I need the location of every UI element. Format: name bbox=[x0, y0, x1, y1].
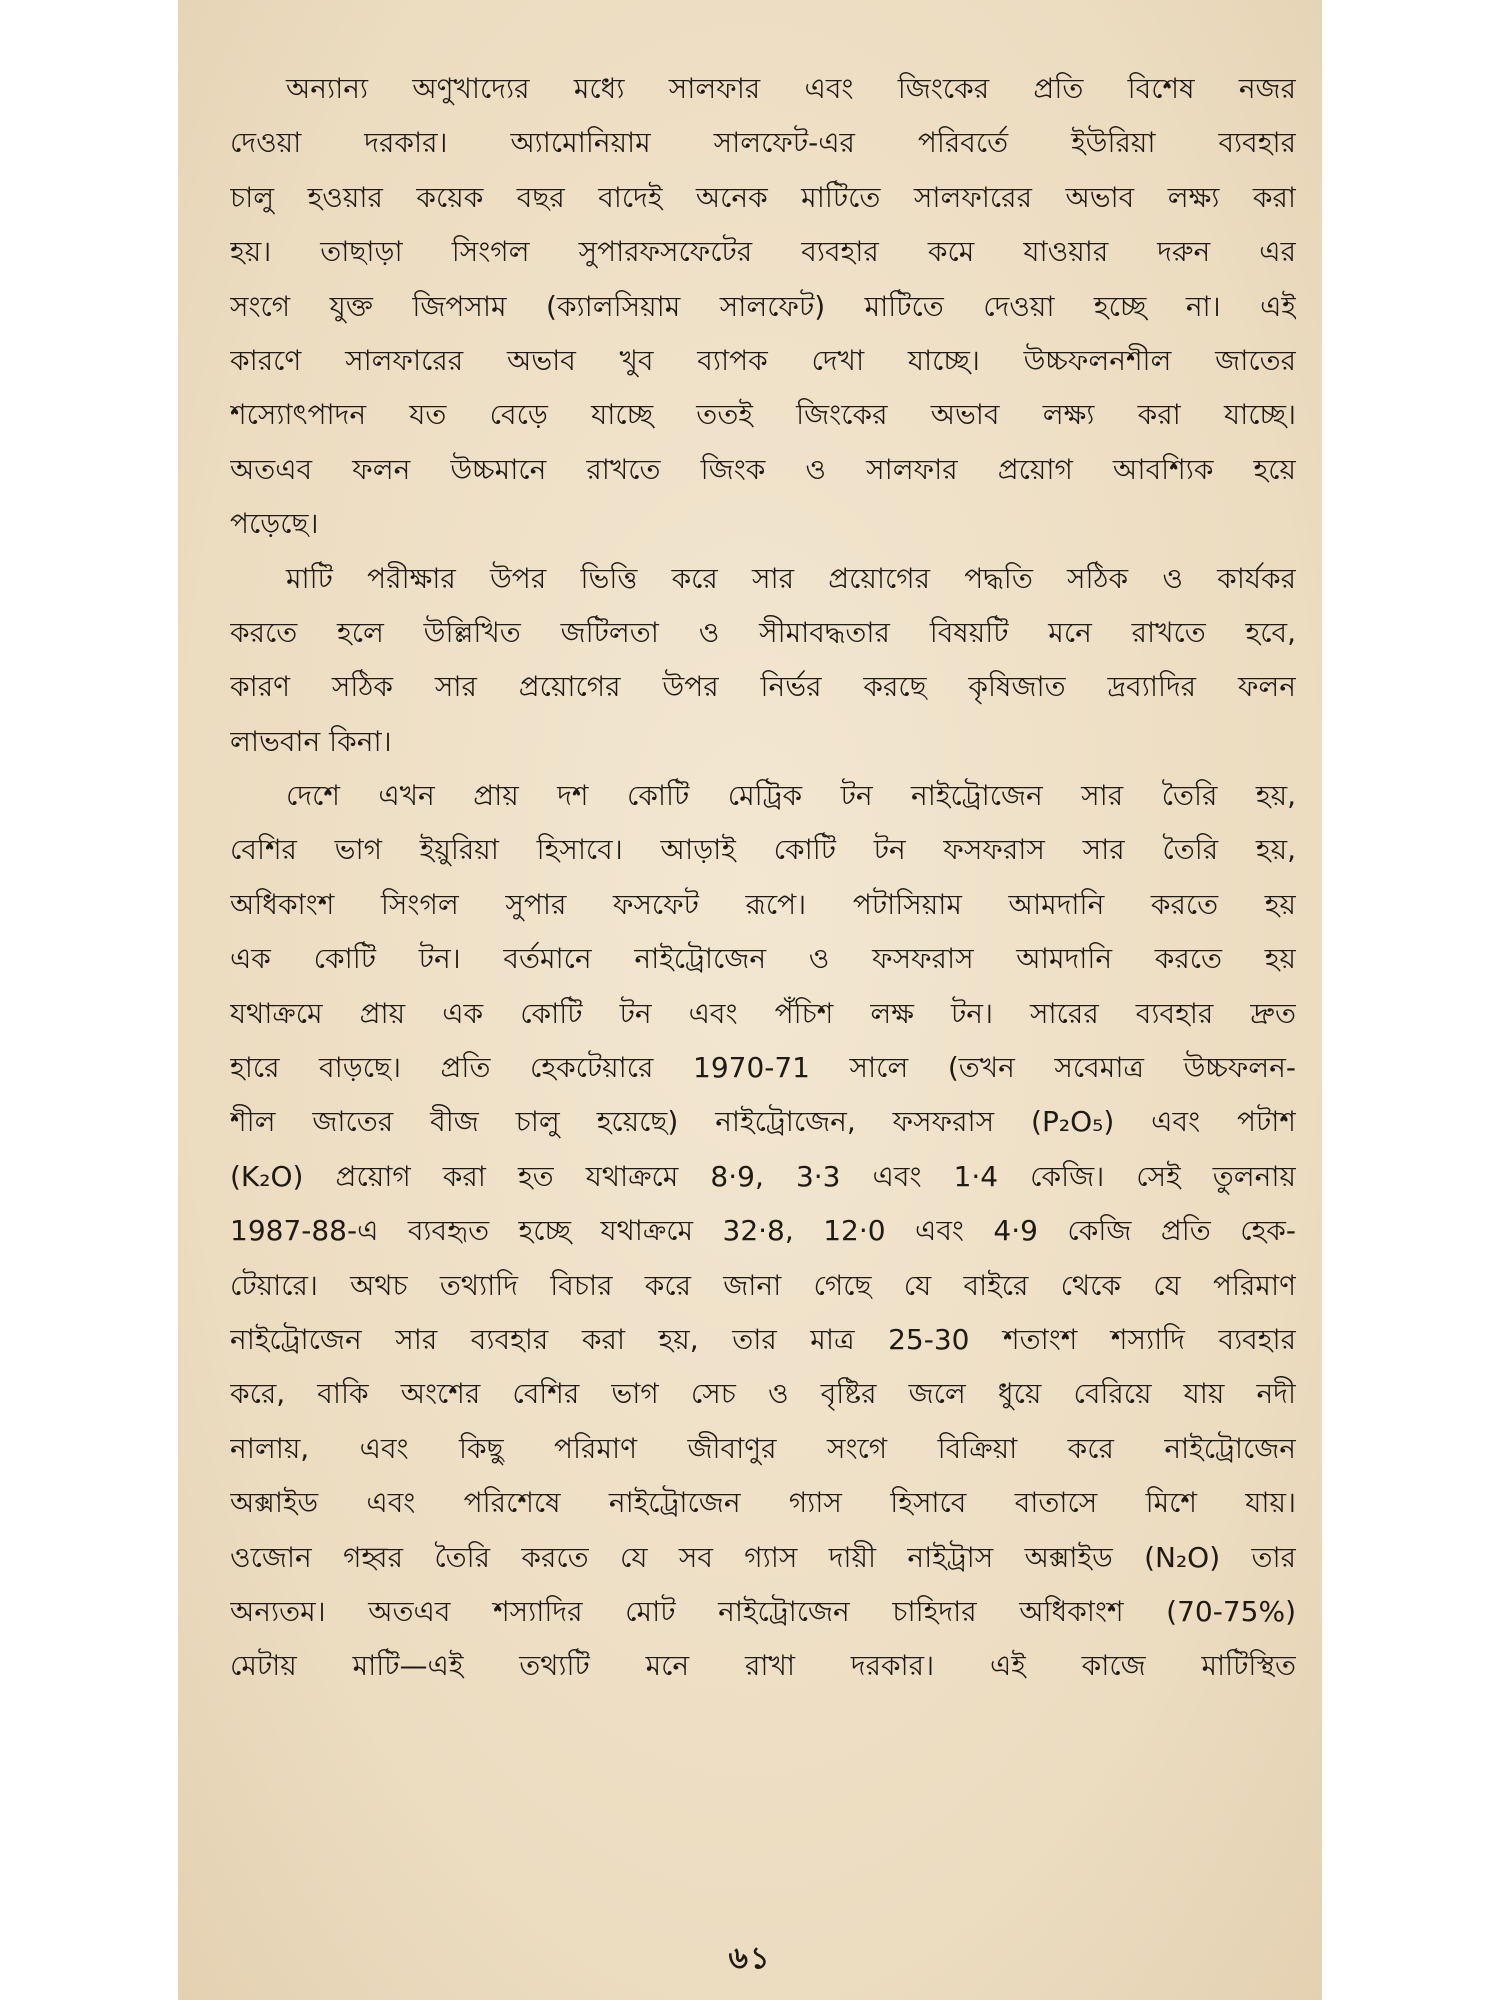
text-line: দেওয়া দরকার। অ্যামোনিয়াম সালফেট-এর পরিবর্তে ইউরিয়া ব্যবহার bbox=[230, 126, 1296, 160]
text-line: শস্যোৎপাদন যত বেড়ে যাচ্ছে ততই জিংকের অভাব লক্ষ্য করা যাচ্ছে। bbox=[230, 398, 1296, 432]
text-line: 1987-88-এ ব্যবহৃত হচ্ছে যথাক্রমে 32·8, 12·0 এবং 4·9 কেজি প্রতি হেক- bbox=[230, 1214, 1296, 1248]
text-line: টেয়ারে। অথচ তথ্যাদি বিচার করে জানা গেছে যে বাইরে থেকে যে পরিমাণ bbox=[230, 1268, 1296, 1302]
text-line: করে, বাকি অংশের বেশির ভাগ সেচ ও বৃষ্টির জলে ধুয়ে বেরিয়ে যায় নদী bbox=[230, 1377, 1296, 1411]
text-line: কারণে সালফারের অভাব খুব ব্যাপক দেখা যাচ্ছে। উচ্চফলনশীল জাতের bbox=[230, 343, 1296, 377]
text-line: এক কোটি টন। বর্তমানে নাইট্রোজেন ও ফসফরাস আমদানি করতে হয় bbox=[230, 942, 1296, 976]
text-line: হয়। তাছাড়া সিংগল সুপারফসফেটের ব্যবহার কমে যাওয়ার দরুন এর bbox=[230, 235, 1296, 269]
text-line: অতএব ফলন উচ্চমানে রাখতে জিংক ও সালফার প্রয়োগ আবশ্যিক হয়ে bbox=[230, 452, 1296, 486]
body-text bbox=[230, 62, 1296, 1694]
text-line: দেশে এখন প্রায় দশ কোটি মেট্রিক টন নাইট্রোজেন সার তৈরি হয়, bbox=[286, 779, 1296, 813]
text-line: কারণ সঠিক সার প্রয়োগের উপর নির্ভর করছে কৃষিজাত দ্রব্যাদির ফলন bbox=[230, 670, 1296, 704]
text-line: হারে বাড়ছে। প্রতি হেকটেয়ারে 1970-71 সালে (তখন সবেমাত্র উচ্চফলন- bbox=[230, 1051, 1296, 1085]
text-line: অন্যতম। অতএব শস্যাদির মোট নাইট্রোজেন চাহিদার অধিকাংশ (70-75%) bbox=[230, 1594, 1296, 1628]
text-line: শীল জাতের বীজ চালু হয়েছে) নাইট্রোজেন, ফসফরাস (P₂O₅) এবং পটাশ bbox=[230, 1105, 1296, 1139]
text-line: অক্সাইড এবং পরিশেষে নাইট্রোজেন গ্যাস হিসাবে বাতাসে মিশে যায়। bbox=[230, 1486, 1296, 1520]
text-line: যথাক্রমে প্রায় এক কোটি টন এবং পঁচিশ লক্ষ টন। সারের ব্যবহার দ্রুত bbox=[230, 996, 1296, 1030]
text-line: বেশির ভাগ ইয়ুরিয়া হিসাবে। আড়াই কোটি টন ফসফরাস সার তৈরি হয়, bbox=[230, 833, 1296, 867]
paragraph bbox=[230, 552, 1296, 770]
text-line: করতে হলে উল্লিখিত জটিলতা ও সীমাবদ্ধতার বিষয়টি মনে রাখতে হবে, bbox=[230, 615, 1296, 649]
text-line: মাটি পরীক্ষার উপর ভিত্তি করে সার প্রয়োগের পদ্ধতি সঠিক ও কার্যকর bbox=[286, 561, 1296, 595]
text-line: অন্যান্য অণুখাদ্যের মধ্যে সালফার এবং জিংকের প্রতি বিশেষ নজর bbox=[286, 72, 1296, 105]
paragraph bbox=[230, 769, 1296, 1694]
text-line: লাভবান কিনা। bbox=[230, 724, 392, 758]
text-line: চালু হওয়ার কয়েক বছর বাদেই অনেক মাটিতে সালফারের অভাব লক্ষ্য করা bbox=[230, 180, 1296, 214]
text-line: নালায়, এবং কিছু পরিমাণ জীবাণুর সংগে বিক্রিয়া করে নাইট্রোজেন bbox=[230, 1431, 1296, 1465]
text-line: মেটায় মাটি—এই তথ্যটি মনে রাখা দরকার। এই কাজে মাটিস্থিত bbox=[230, 1649, 1296, 1683]
paragraph bbox=[230, 62, 1296, 552]
page-number: ৬১ bbox=[728, 1940, 772, 1976]
book-page bbox=[178, 0, 1322, 2000]
text-line: অধিকাংশ সিংগল সুপার ফসফেট রূপে। পটাসিয়াম আমদানি করতে হয় bbox=[230, 887, 1296, 921]
text-line: পড়েছে। bbox=[230, 507, 319, 541]
text-line: নাইট্রোজেন সার ব্যবহার করা হয়, তার মাত্র 25-30 শতাংশ শস্যাদি ব্যবহার bbox=[230, 1322, 1296, 1356]
text-line: ওজোন গহ্বর তৈরি করতে যে সব গ্যাস দায়ী নাইট্রাস অক্সাইড (N₂O) তার bbox=[230, 1540, 1296, 1574]
text-line: সংগে যুক্ত জিপসাম (ক্যালসিয়াম সালফেট) মাটিতে দেওয়া হচ্ছে না। এই bbox=[230, 289, 1296, 323]
text-line: (K₂O) প্রয়োগ করা হত যথাক্রমে 8·9, 3·3 এবং 1·4 কেজি। সেই তুলনায় bbox=[230, 1159, 1296, 1193]
